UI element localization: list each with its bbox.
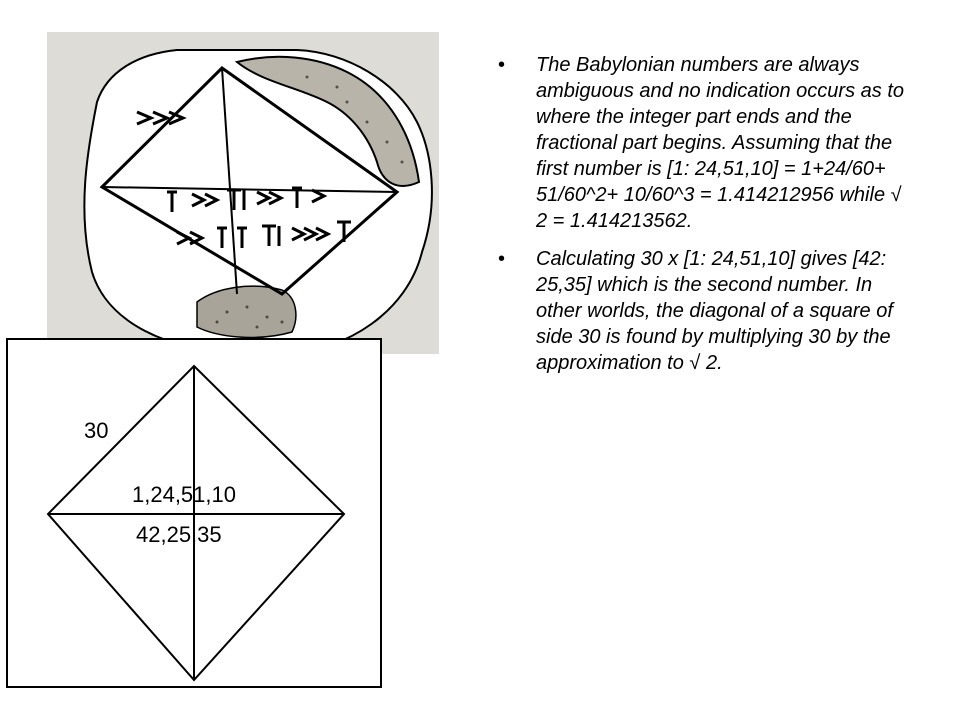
side-length-label: 30 bbox=[84, 418, 109, 443]
square-diagram bbox=[6, 338, 382, 688]
bullet-list bbox=[498, 52, 908, 376]
diagonal-length-label: 42,25,35 bbox=[136, 522, 222, 547]
bullet-symbol: • bbox=[498, 54, 506, 76]
bullet-item bbox=[498, 52, 908, 234]
tablet-drawing bbox=[47, 32, 439, 354]
explanation-text bbox=[498, 52, 908, 388]
bullet-symbol: • bbox=[498, 248, 506, 270]
tablet-photo bbox=[47, 32, 439, 354]
bullet-item bbox=[498, 246, 908, 376]
bullet-text: Calculating 30 x [1: 24,51,10] gives [42: 25,35] which is the second number. In other worlds, the diagonal of a square of side 30 is found by multiplying 30 by the approximation to √ 2. bbox=[536, 248, 893, 374]
square-diagram-drawing bbox=[8, 340, 380, 686]
bullet-text: The Babylonian numbers are always ambiguous and no indication occurs as to where the integer part ends and the fractional part begins. Assuming that the first number is [1: 24,51,10] = 1+24/60+ 51/60^2+ 10/60^3 = 1.414212956 while √ 2 = 1.414213562. bbox=[536, 54, 905, 232]
sqrt2-value-label: 1,24,51,10 bbox=[132, 482, 236, 507]
